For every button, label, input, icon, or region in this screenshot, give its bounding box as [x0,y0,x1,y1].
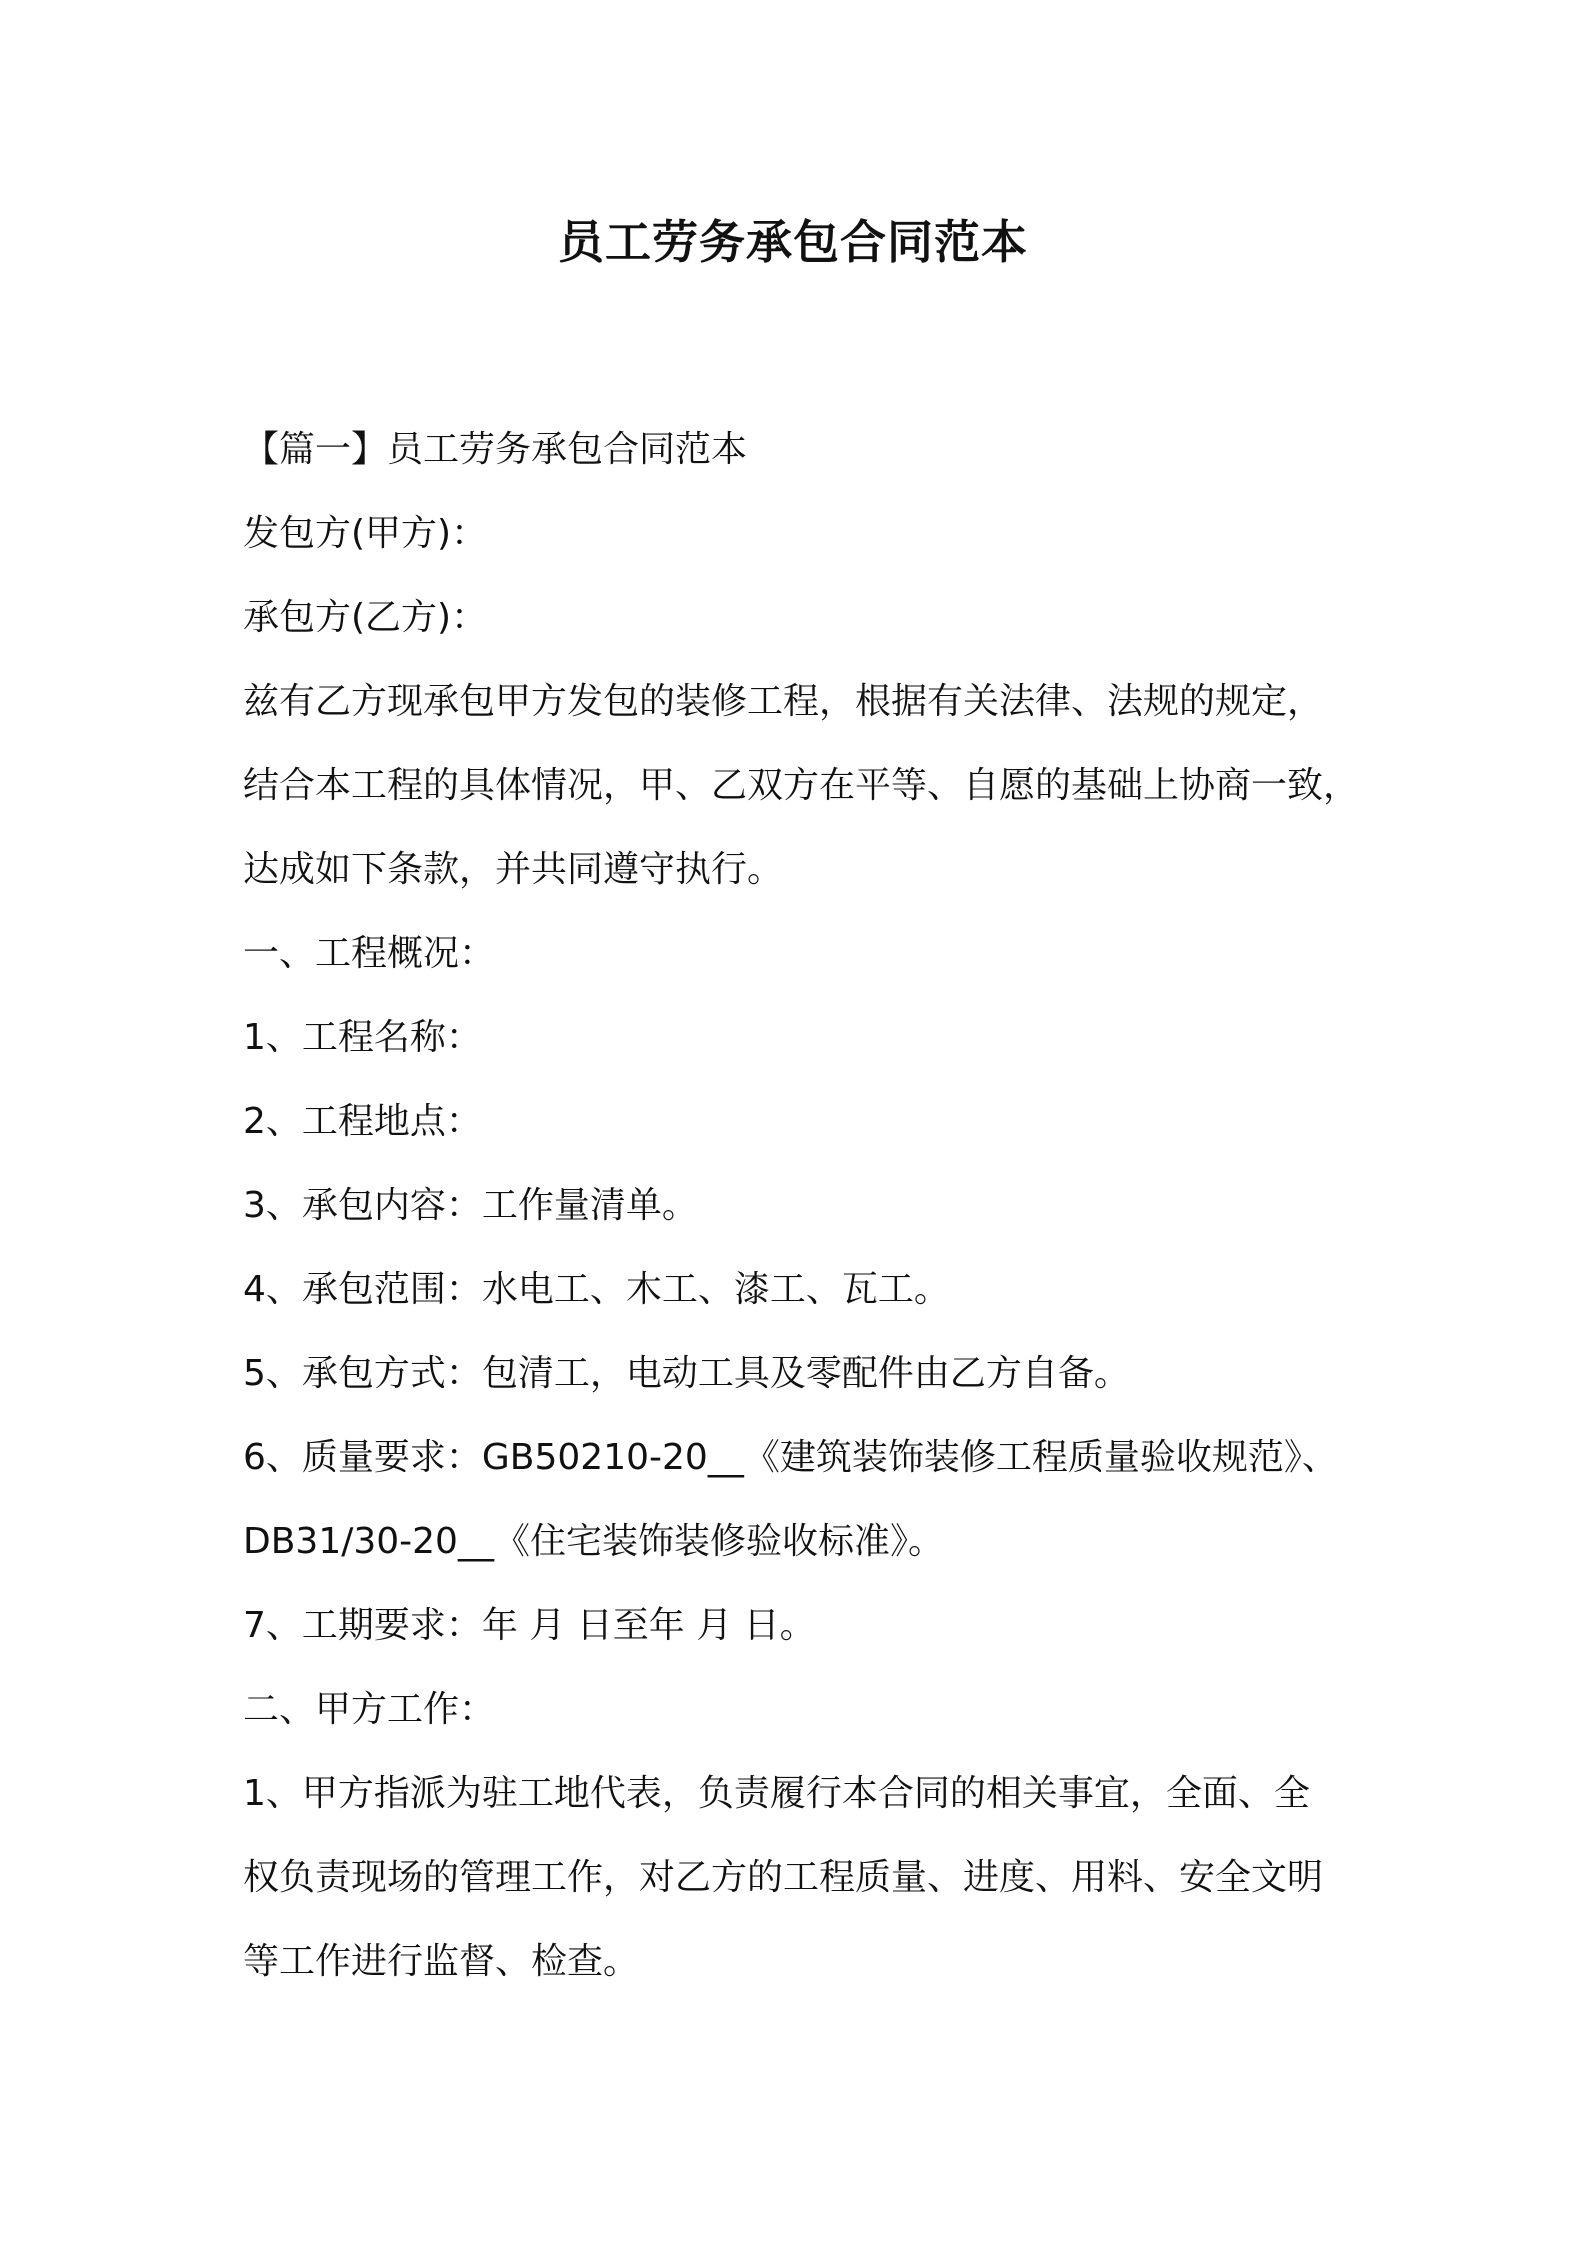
preamble-line-3: 达成如下条款，并共同遵守执行。 [243,849,784,890]
clause-project-name: 1、工程名称： [243,1017,482,1058]
clause-contract-content: 3、承包内容：工作量清单。 [243,1185,698,1226]
preamble-line-1: 兹有乙方现承包甲方发包的装修工程，根据有关法律、法规的规定， [243,681,1324,722]
clause-project-location: 2、工程地点： [243,1101,482,1142]
document-title: 员工劳务承包合同范本 [558,215,1028,269]
preamble-line-2: 结合本工程的具体情况，甲、乙双方在平等、自愿的基础上协商一致， [243,765,1360,806]
clause-quality-requirement-line-1: 6、质量要求：GB50210-20__《建筑装饰装修工程质量验收规范》、 [243,1437,1338,1478]
clause-contract-scope: 4、承包范围：水电工、木工、漆工、瓦工。 [243,1269,950,1310]
chapter-heading: 【篇一】员工劳务承包合同范本 [243,429,748,470]
clause-contract-method: 5、承包方式：包清工，电动工具及零配件由乙方自备。 [243,1353,1130,1394]
section-heading-party-a-work: 二、甲方工作： [243,1689,496,1730]
clause-quality-requirement-line-2: DB31/30-20__《住宅装饰装修验收标准》。 [243,1521,944,1562]
document-body [243,408,1373,2004]
section-heading-project-overview: 一、工程概况： [243,933,496,974]
party-a-clause-line-2: 权负责现场的管理工作，对乙方的工程质量、进度、用料、安全文明 [243,1857,1324,1898]
party-b-line: 承包方(乙方)： [243,597,488,638]
party-a-clause-line-3: 等工作进行监督、检查。 [243,1941,640,1982]
party-a-line: 发包方(甲方)： [243,513,488,554]
party-a-clause-line-1: 1、甲方指派为驻工地代表，负责履行本合同的相关事宜，全面、全 [243,1773,1310,1814]
clause-schedule: 7、工期要求：年 月 日至年 月 日。 [243,1605,816,1646]
